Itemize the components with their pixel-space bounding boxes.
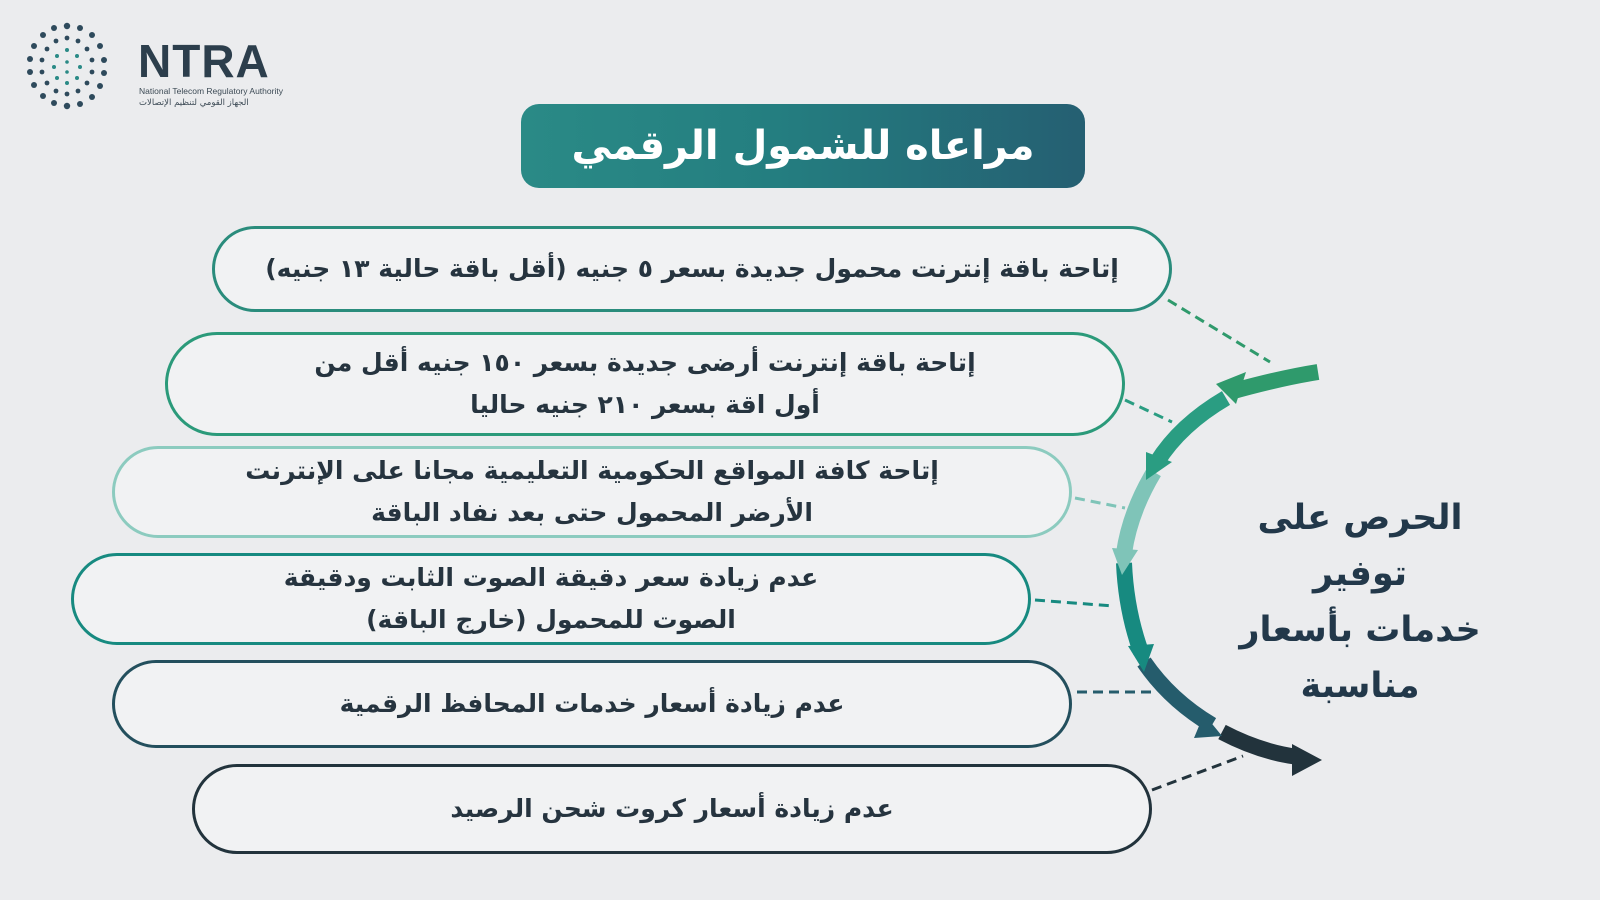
benefit-item-1-line-1: إتاحة باقة إنترنت محمول جديدة بسعر ٥ جنيه (أقل باقة حالية ١٣ جنيه) (265, 254, 1119, 283)
page-title: مراعاه للشمول الرقمي (521, 104, 1085, 188)
benefit-item-2-line-2: أول اقة بسعر ٢١٠ جنيه حاليا (470, 390, 820, 419)
connector-line-2 (1125, 400, 1172, 422)
side-label-line-3: مناسبة (1300, 666, 1420, 706)
side-label (1205, 490, 1515, 714)
arrow-head-6 (1292, 744, 1322, 776)
arrow-segment-2 (1157, 398, 1226, 462)
benefit-item-4-line-1: عدم زيادة سعر دقيقة الصوت الثابت ودقيقة (283, 563, 819, 592)
benefit-item-6-line-1: عدم زيادة أسعار كروت شحن الرصيد (450, 794, 894, 823)
arrow-segment-5 (1144, 662, 1212, 725)
benefit-item-3-line-2: الأرضر المحمول حتى بعد نفاد الباقة (371, 498, 813, 527)
logo-arabic-name: الجهاز القومي لتنظيم الإتصالات (139, 98, 249, 108)
arrow-segment-6 (1222, 732, 1298, 757)
connector-line-1 (1168, 300, 1270, 362)
side-label-line-2: خدمات بأسعار (1239, 610, 1481, 650)
connector-line-6 (1152, 756, 1243, 790)
benefit-item-5-line-1: عدم زيادة أسعار خدمات المحافظ الرقمية (339, 689, 845, 718)
logo-name: NTRA (138, 35, 270, 87)
benefit-item-5 (112, 660, 1072, 748)
benefit-item-2 (165, 332, 1125, 436)
benefit-item-3 (112, 446, 1072, 538)
benefit-item-3-line-1: إتاحة كافة المواقع الحكومية التعليمية مجانا على الإنترنت (245, 456, 939, 485)
arrow-segment-4 (1124, 563, 1141, 652)
logo-english-name: National Telecom Regulatory Authority (139, 86, 283, 96)
benefit-item-6 (192, 764, 1152, 854)
benefit-item-4 (71, 553, 1031, 645)
side-label-line-1: الحرص على توفير (1257, 498, 1463, 594)
benefit-item-1 (212, 226, 1172, 312)
benefit-item-2-line-1: إتاحة باقة إنترنت أرضى جديدة بسعر ١٥٠ جنيه أقل من (314, 348, 976, 377)
connector-line-4 (1035, 600, 1113, 606)
connector-line-3 (1075, 498, 1125, 508)
benefit-item-4-line-2: الصوت للمحمول (خارج الباقة) (366, 605, 736, 634)
arrow-segment-3 (1124, 472, 1154, 553)
